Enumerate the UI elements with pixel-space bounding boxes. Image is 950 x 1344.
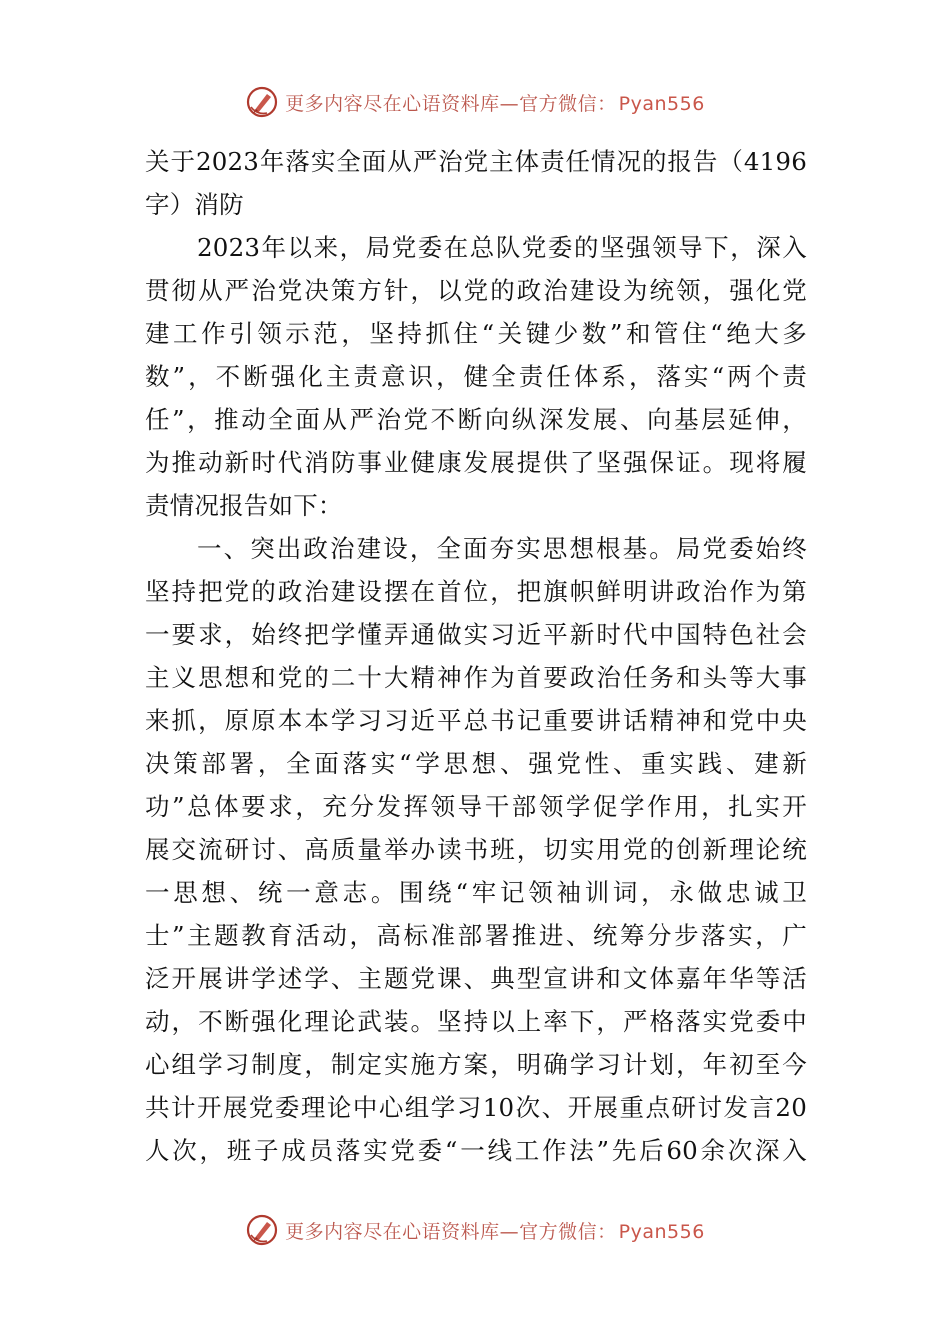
- text-line: 坚持把党的政治建设摆在首位，把旗帜鲜明讲政治作为第: [145, 577, 807, 606]
- text-line: 士”主题教育活动，高标准部署推进、统筹分步落实，广: [145, 921, 807, 950]
- text-line: 一思想、统一意志。围绕“牢记领袖训词，永做忠诚卫: [145, 878, 807, 907]
- fountain-pen-circle-icon: [245, 85, 279, 119]
- paragraph-section-one: [145, 527, 807, 1172]
- text-line: 泛开展讲学述学、主题党课、典型宣讲和文体嘉年华等活: [145, 964, 807, 993]
- text-line: 一要求，始终把学懂弄通做实习近平新时代中国特色社会: [145, 620, 807, 649]
- paragraph-intro: [145, 226, 807, 527]
- text-line: 一、突出政治建设，全面夯实思想根基。局党委始终: [197, 534, 807, 563]
- text-line: 人次，班子成员落实党委“一线工作法”先后60余次深入: [145, 1136, 807, 1165]
- watermark-text: 更多内容尽在心语资料库—官方微信： Pyan556: [285, 92, 705, 115]
- text-line: 动，不断强化理论武装。坚持以上率下，严格落实党委中: [145, 1007, 807, 1036]
- text-line: 建工作引领示范，坚持抓住“关键少数”和管住“绝大多: [145, 319, 807, 348]
- text-line: 责情况报告如下：: [145, 491, 343, 520]
- document-title: [145, 140, 807, 226]
- text-line: 主义思想和党的二十大精神作为首要政治任务和头等大事: [145, 663, 807, 692]
- text-line: 贯彻从严治党决策方针，以党的政治建设为统领，强化党: [145, 276, 807, 305]
- text-line: 数”，不断强化主责意识，健全责任体系，落实“两个责: [145, 362, 807, 391]
- text-line: 展交流研讨、高质量举办读书班，切实用党的创新理论统: [145, 835, 807, 864]
- text-line: 任”，推动全面从严治党不断向纵深发展、向基层延伸，: [145, 405, 807, 434]
- title-line: 关于2023年落实全面从严治党主体责任情况的报告（4196: [145, 147, 807, 176]
- fountain-pen-circle-icon: [245, 1213, 279, 1247]
- text-line: 为推动新时代消防事业健康发展提供了坚强保证。现将履: [145, 448, 807, 477]
- text-line: 心组学习制度，制定实施方案，明确学习计划，年初至今: [145, 1050, 807, 1079]
- text-line: 决策部署，全面落实“学思想、强党性、重实践、建新: [145, 749, 807, 778]
- text-line: 2023年以来，局党委在总队党委的坚强领导下，深入: [197, 233, 807, 262]
- title-line: 字）消防: [145, 190, 244, 219]
- document-body: [145, 140, 807, 1172]
- watermark-footer: [0, 1210, 950, 1250]
- watermark-header: [0, 82, 950, 122]
- text-line: 共计开展党委理论中心组学习10次、开展重点研讨发言20: [145, 1093, 807, 1122]
- watermark-text: 更多内容尽在心语资料库—官方微信： Pyan556: [285, 1220, 705, 1243]
- text-line: 功”总体要求，充分发挥领导干部领学促学作用，扎实开: [145, 792, 807, 821]
- text-line: 来抓，原原本本学习习近平总书记重要讲话精神和党中央: [145, 706, 807, 735]
